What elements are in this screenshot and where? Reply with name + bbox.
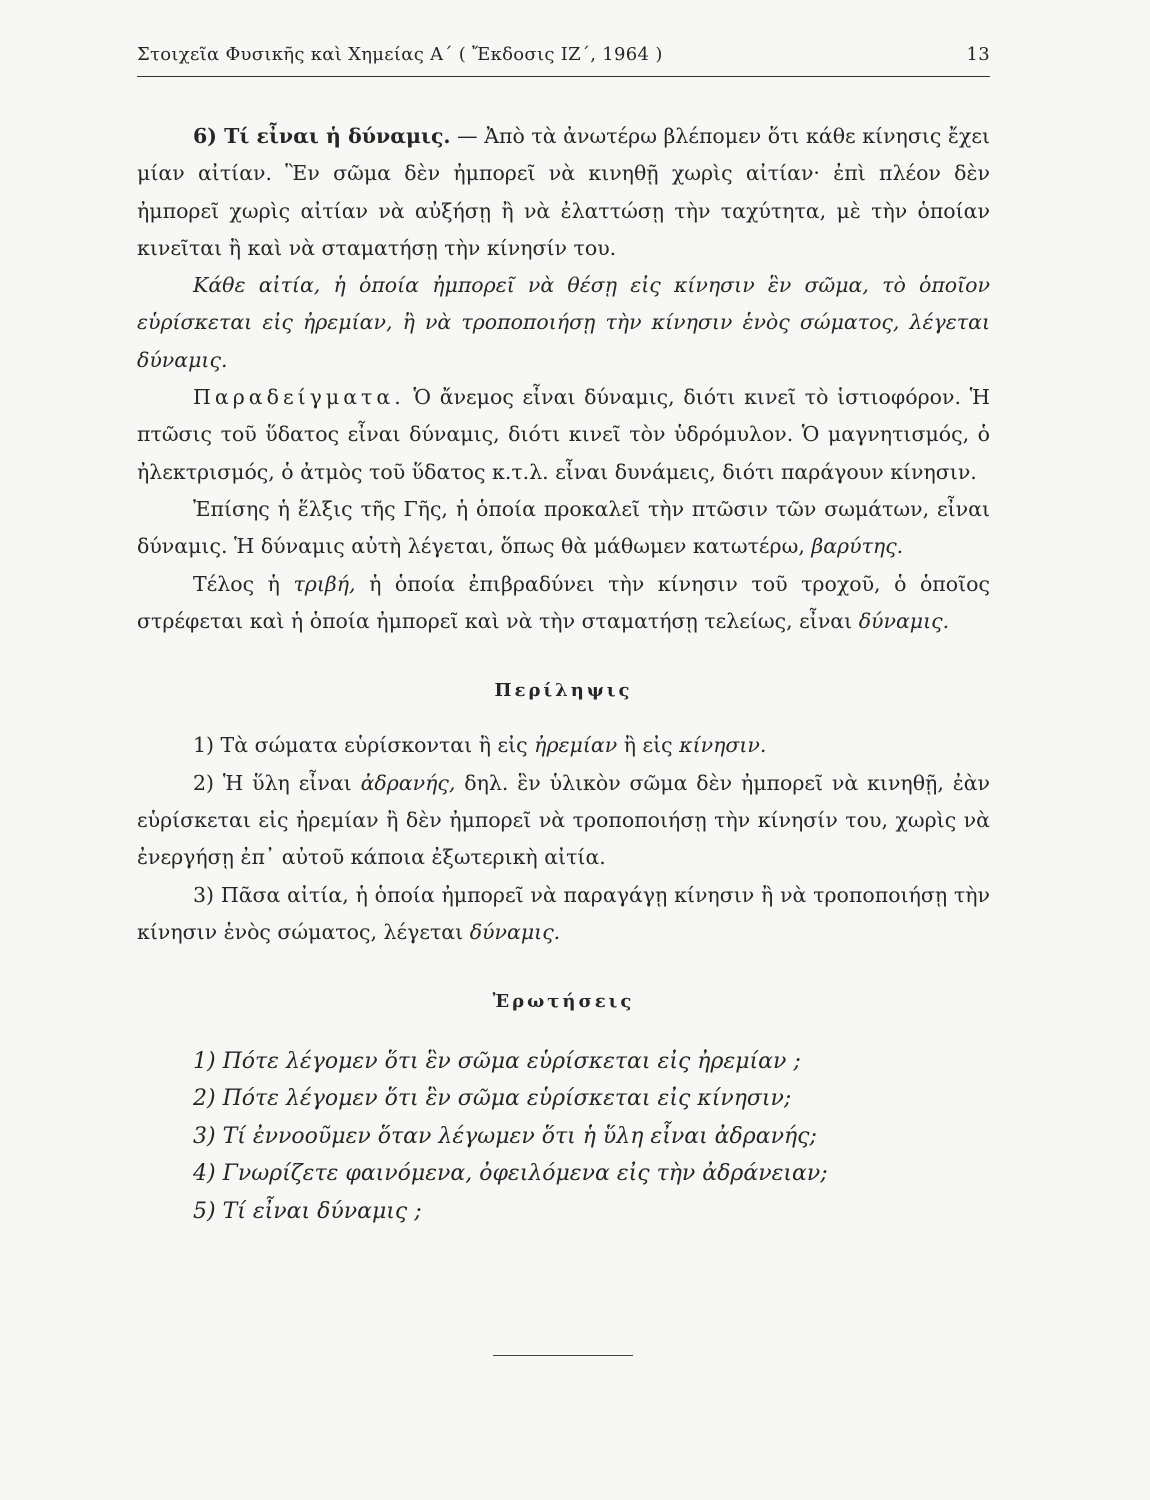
friction-paragraph	[137, 566, 990, 641]
force-definition: Κάθε αἰτία, ἡ ὁποία ἠμπορεῖ νὰ θέσῃ εἰς κίνησιν ἓν σῶμα, τὸ ὁποῖον εὑρίσκεται εἰς ἠρεμίαν, ἢ νὰ τροποποιήσῃ τὴν κίνησιν ἑνὸς σώματος, λέγεται δύναμις.	[137, 273, 990, 372]
gravity-text: Ἐπίσης ἡ ἕλξις τῆς Γῆς, ἡ ὁποία προκαλεῖ τὴν πτῶσιν τῶν σωμάτων, εἶναι δύναμις. Ἡ δύναμις αὐτὴ λέγεται, ὅπως θὰ μάθωμεν κατωτέρω,	[137, 496, 990, 559]
main-text	[137, 118, 990, 1230]
section-6-intro	[137, 118, 990, 267]
questions-heading: Ἐρωτήσεις	[492, 991, 635, 1013]
question-item: 5) Τί εἶναι δύναμις ;	[193, 1198, 422, 1224]
gravity-paragraph	[137, 491, 990, 566]
friction-term: τριβή,	[293, 571, 356, 596]
summary-item-2-text: 2) Ἡ ὕλη εἶναι	[193, 770, 361, 795]
question-item: 3) Τί ἐννοοῦμεν ὅταν λέγωμεν ὅτι ἡ ὕλη εἶναι ἀδρανής;	[193, 1123, 817, 1149]
friction-text: ἡ ὁποία ἐπιβραδύνει τὴν κίνησιν τοῦ τροχοῦ, ὁ ὁποῖος στρέφεται καὶ ἡ ὁποία ἠμπορεῖ καὶ νὰ τὴν σταματήσῃ τελείως, εἶναι	[137, 571, 990, 633]
summary-item-1-term-b: κίνησιν.	[679, 733, 767, 758]
summary-heading: Περίληψις	[494, 680, 633, 702]
running-header	[137, 44, 990, 65]
book-title: Στοιχεῖα Φυσικῆς καὶ Χημείας Α΄ ( Ἔκδοσις ΙΖ΄, 1964 )	[137, 44, 663, 65]
summary-item-1-term-a: ἠρεμίαν	[534, 733, 618, 758]
summary-item-3-term: δύναμις.	[469, 919, 561, 944]
summary-item-2-rest: δηλ. ἓν ὑλικὸν σῶμα δὲν ἠμπορεῖ νὰ κινηθῇ, ἐὰν εὑρίσκεται εἰς ἠρεμίαν ἢ δὲν ἠμπορεῖ νὰ τροποποιήσῃ τὴν κίνησίν του, χωρὶς νὰ ἐνεργήσῃ ἐπ᾽ αὐτοῦ κάποια ἐξωτερικὴ αἰτία.	[137, 770, 990, 870]
examples-label: Παραδείγματα.	[193, 385, 405, 410]
examples-paragraph	[137, 379, 990, 491]
gravity-term: βαρύτης.	[811, 534, 904, 559]
question-item: 1) Πότε λέγομεν ὅτι ἓν σῶμα εὑρίσκεται εἰς ἠρεμίαν ;	[193, 1048, 801, 1074]
summary-item-1-mid: ἢ εἰς	[617, 733, 680, 758]
examples-text: Ὁ ἄνεμος εἶναι δύναμις, διότι κινεῖ τὸ ἱστιοφόρον. Ἡ πτῶσις τοῦ ὕδατος εἶναι δύναμις, διότι κινεῖ τὸν ὑδρόμυλον. Ὁ μαγνητισμός, ὁ ἠλεκτρισμός, ὁ ἀτμὸς τοῦ ὕδατος κ.τ.λ. εἶναι δυνάμεις, διότι παράγουν κίνησιν.	[137, 385, 990, 484]
friction-pre: Τέλος ἡ	[193, 571, 294, 596]
question-item: 4) Γνωρίζετε φαινόμενα, ὀφειλόμενα εἰς τὴν ἀδράνειαν;	[193, 1161, 828, 1187]
summary-item-1-text: 1) Τὰ σώματα εὑρίσκονται ἢ εἰς	[193, 733, 535, 758]
summary-item-2	[137, 765, 990, 877]
friction-end: δύναμις.	[858, 608, 950, 633]
section-6-intro-text: — Ἀπὸ τὰ ἀνωτέρω βλέπομεν ὅτι κάθε κίνησις ἔχει μίαν αἰτίαν. Ἓν σῶμα δὲν ἠμπορεῖ νὰ κινηθῇ χωρὶς αἰτίαν· ἐπὶ πλέον δὲν ἠμπορεῖ χωρὶς αἰτίαν νὰ αὐξήσῃ ἢ νὰ ἐλαττώσῃ τὴν ταχύτητα, μὲ τὴν ὁποίαν κινεῖται ἢ καὶ νὰ σταματήσῃ τὴν κίνησίν του.	[137, 124, 990, 260]
questions-list	[137, 1043, 990, 1231]
summary-item-3-text: 3) Πᾶσα αἰτία, ἡ ὁποία ἠμπορεῖ νὰ παραγάγῃ κίνησιν ἢ νὰ τροποποιήσῃ τὴν κίνησιν ἑνὸς σώματος, λέγεται	[137, 882, 990, 944]
summary-item-3	[137, 877, 990, 952]
question-item: 2) Πότε λέγομεν ὅτι ἓν σῶμα εὑρίσκεται εἰς κίνησιν;	[193, 1086, 792, 1112]
header-rule	[137, 76, 990, 77]
closing-rule	[493, 1355, 633, 1356]
summary-item-2-term: ἀδρανής,	[360, 770, 456, 795]
page-number: 13	[966, 44, 990, 65]
section-6-heading: 6) Τί εἶναι ἡ δύναμις.	[193, 124, 451, 148]
summary-item-1	[137, 727, 990, 764]
